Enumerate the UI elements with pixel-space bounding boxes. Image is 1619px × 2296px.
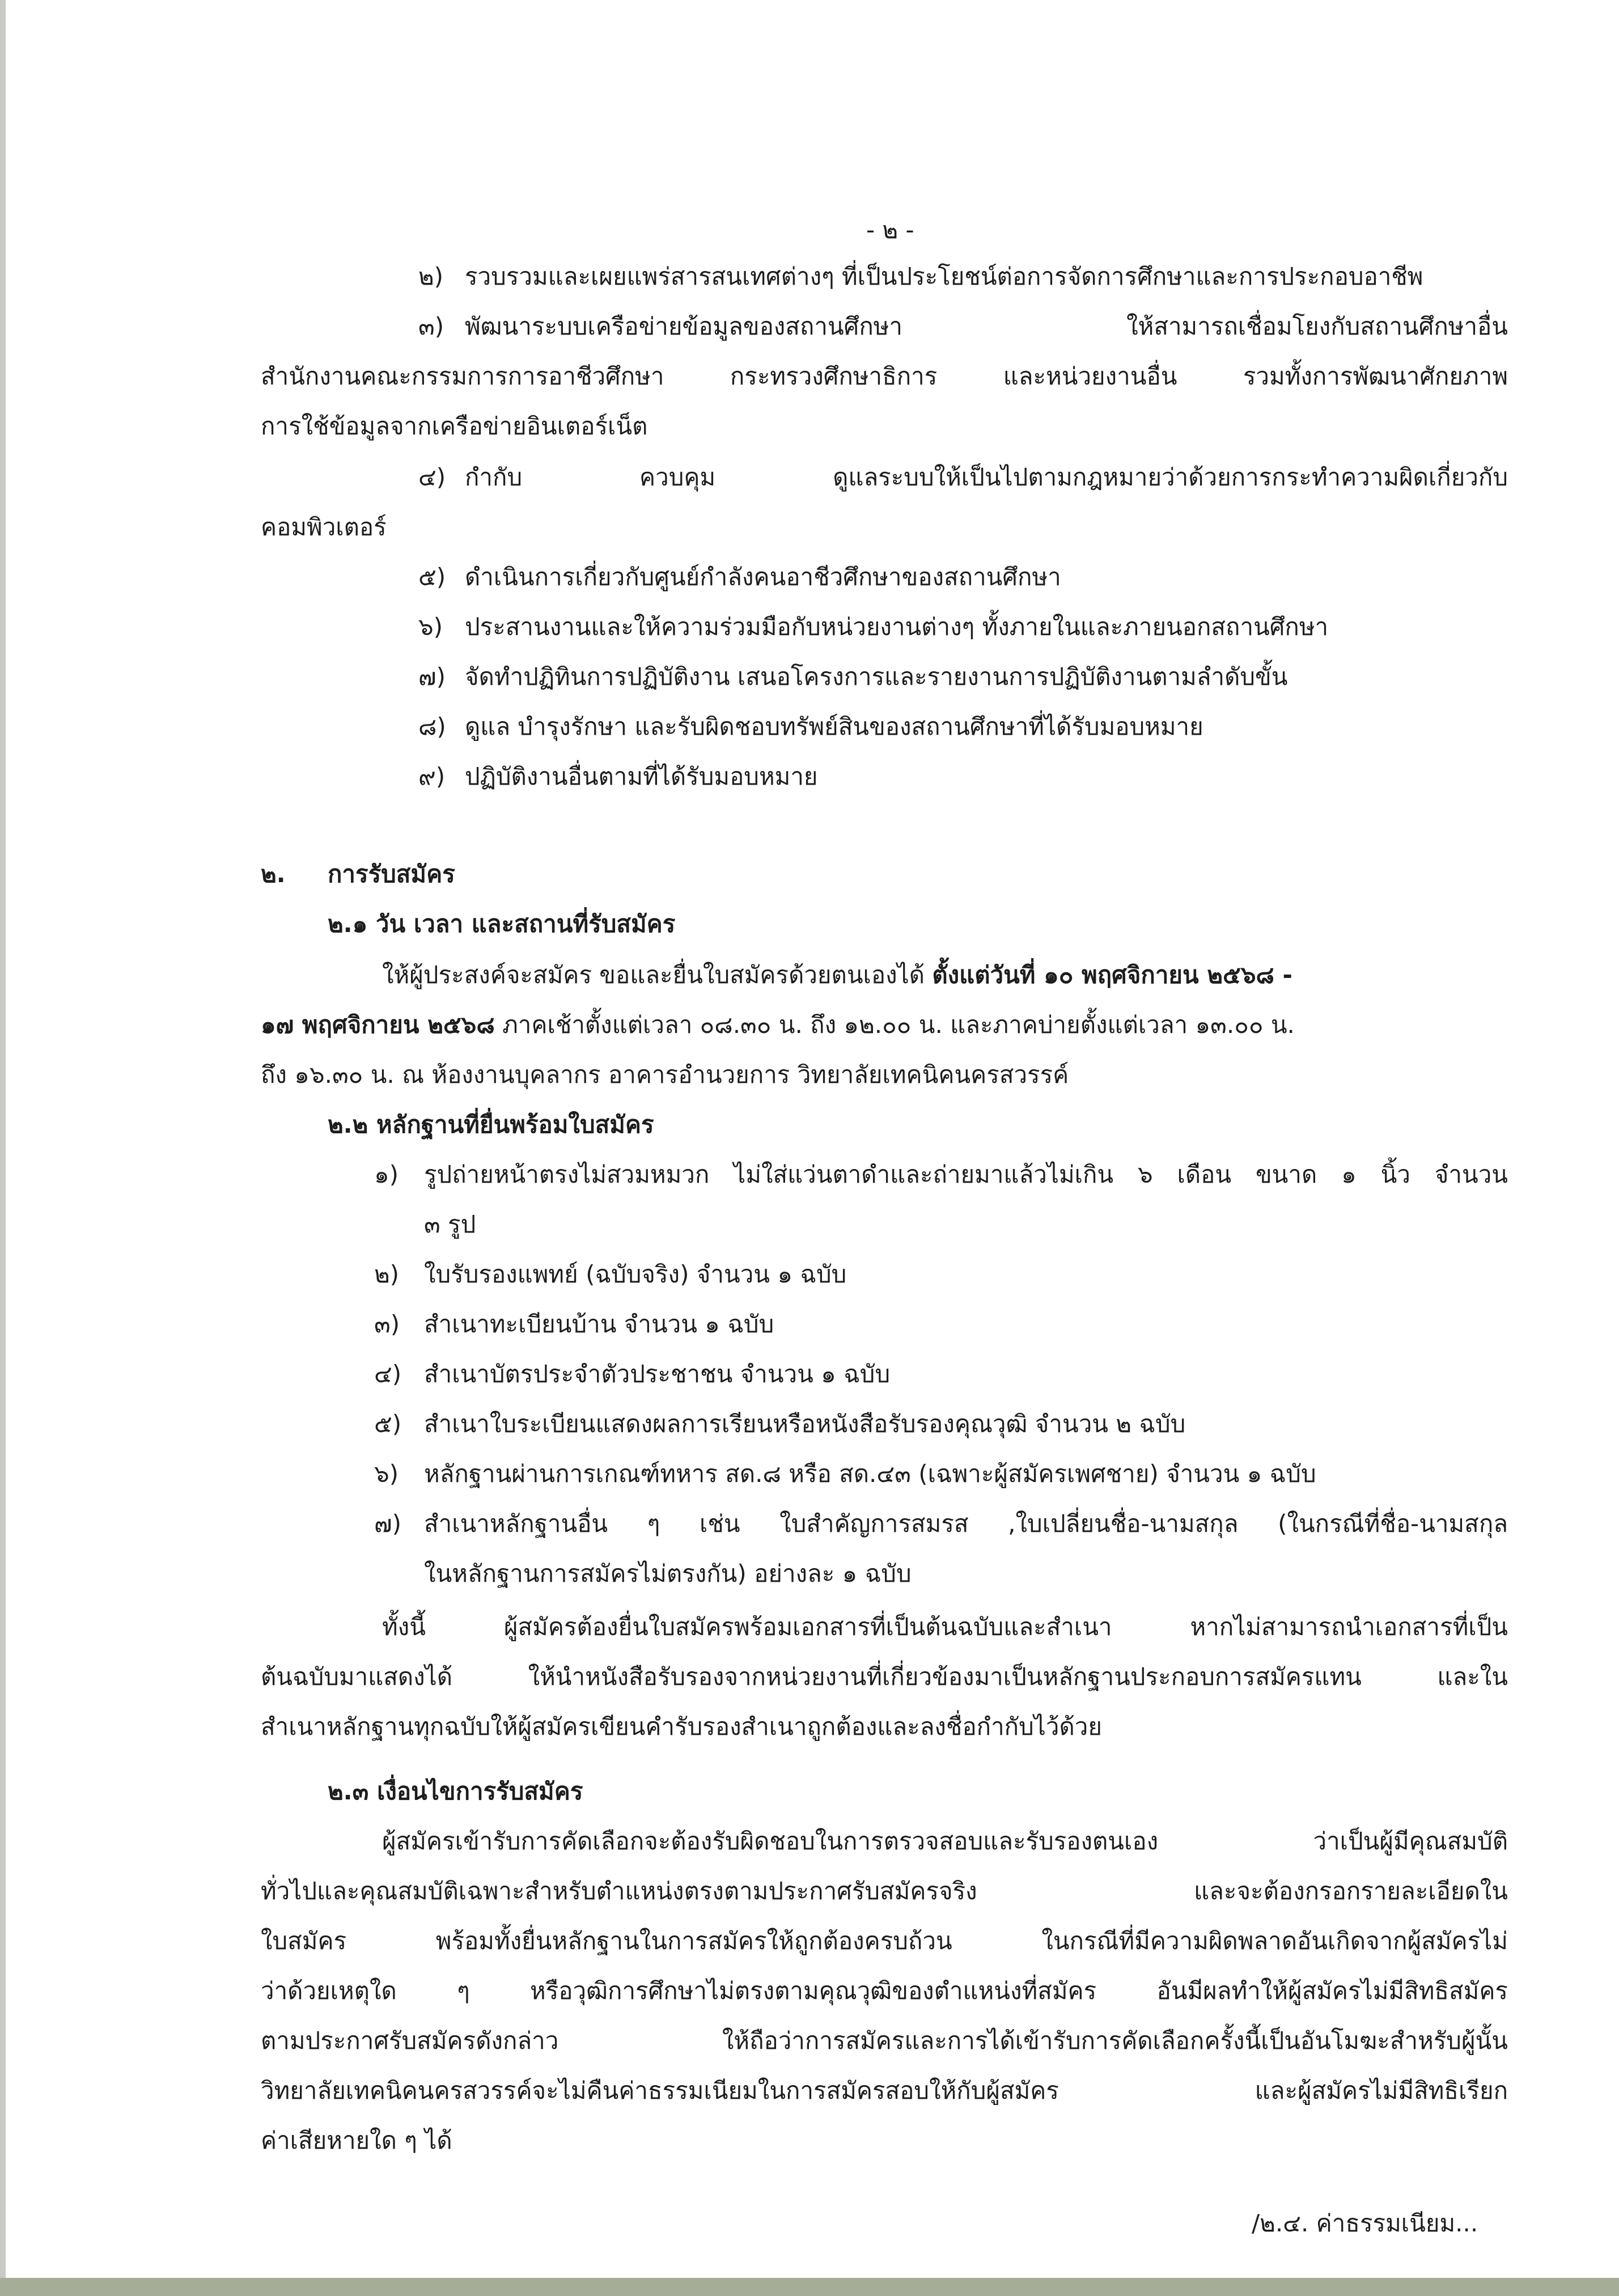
- duty-number: ๘): [418, 713, 446, 740]
- date-range-bold: ตั้งแต่วันที่ ๑๐ พฤศจิกายน ๒๕๖๘ -: [932, 961, 1292, 989]
- evidence-text: รูปถ่ายหน้าตรงไม่สวมหมวก ไม่ใส่แว่นตาดำและถ่ายมาแล้วไม่เกิน ๖ เดือน ขนาด ๑ นิ้ว จำนวน: [424, 1160, 1508, 1188]
- duty-number: ๙): [418, 762, 446, 790]
- duty-number: ๒): [418, 262, 444, 290]
- evidence-text: สำเนาใบระเบียนแสดงผลการเรียนหรือหนังสือรับรองคุณวุฒิ จำนวน ๒ ฉบับ: [424, 1410, 1186, 1438]
- date-range-bold: ๑๗ พฤศจิกายน ๒๕๖๘: [261, 1011, 495, 1039]
- subsection-title: ๒.๒ หลักฐานที่ยื่นพร้อมใบสมัคร: [328, 1111, 654, 1138]
- paragraph-text: ให้ผู้ประสงค์จะสมัคร ขอและยื่นใบสมัครด้วยตนเองได้: [382, 961, 933, 989]
- page-number: - ๒ -: [866, 216, 914, 244]
- condition-line: ตามประกาศรับสมัครดังกล่าว ให้ถือว่าการสมัครและการได้เข้ารับการคัดเลือกครั้งนี้เป็นอันโมฆะสำหรับผู้นั้น: [261, 2027, 1508, 2054]
- duty-text: ดำเนินการเกี่ยวกับศูนย์กำลังคนอาชีวศึกษาของสถานศึกษา: [465, 563, 1061, 591]
- subsection-title: ๒.๑ วัน เวลา และสถานที่รับสมัคร: [328, 910, 676, 938]
- scan-bottom-edge: [0, 2278, 1619, 2296]
- note-line: ทั้งนี้ ผู้สมัครต้องยื่นใบสมัครพร้อมเอกสารที่เป็นต้นฉบับและสำเนา หากไม่สามารถนำเอกสารที่เป็น: [382, 1613, 1508, 1641]
- paragraph-line: [382, 958, 1508, 992]
- evidence-number: ๑): [374, 1160, 399, 1188]
- evidence-text: สำเนาทะเบียนบ้าน จำนวน ๑ ฉบับ: [424, 1310, 774, 1338]
- section-title: การรับสมัคร: [328, 860, 455, 888]
- paragraph-text: ภาคเช้าตั้งแต่เวลา ๐๘.๓๐ น. ถึง ๑๒.๐๐ น. และภาคบ่ายตั้งแต่เวลา ๑๓.๐๐ น.: [494, 1011, 1295, 1039]
- duty-text-cont: คอมพิวเตอร์: [261, 513, 387, 541]
- duty-text: กำกับ ควบคุม ดูแลระบบให้เป็นไปตามกฎหมายว่าด้วยการกระทำความผิดเกี่ยวกับ: [465, 463, 1508, 491]
- duty-number: ๔): [418, 463, 446, 491]
- duty-text: ประสานงานและให้ความร่วมมือกับหน่วยงานต่างๆ ทั้งภายในและภายนอกสถานศึกษา: [465, 613, 1329, 641]
- duty-number: ๖): [418, 613, 443, 641]
- evidence-number: ๓): [374, 1310, 400, 1338]
- evidence-text-cont: ในหลักฐานการสมัครไม่ตรงกัน) อย่างละ ๑ ฉบับ: [424, 1560, 912, 1587]
- condition-line: ทั่วไปและคุณสมบัติเฉพาะสำหรับตำแหน่งตรงตามประกาศรับสมัครจริง และจะต้องกรอกรายละเอียดใน: [261, 1877, 1508, 1905]
- duty-number: ๓): [418, 312, 444, 340]
- duty-text: พัฒนาระบบเครือข่ายข้อมูลของสถานศึกษา ให้สามารถเชื่อมโยงกับสถานศึกษาอื่น: [465, 312, 1508, 340]
- evidence-number: ๗): [374, 1510, 401, 1537]
- subsection-title: ๒.๓ เงื่อนไขการรับสมัคร: [328, 1777, 583, 1805]
- duty-text: รวบรวมและเผยแพร่สารสนเทศต่างๆ ที่เป็นประโยชน์ต่อการจัดการศึกษาและการประกอบอาชีพ: [465, 262, 1423, 290]
- duty-text: จัดทำปฏิทินการปฏิบัติงาน เสนอโครงการและรายงานการปฏิบัติงานตามลำดับขั้น: [465, 663, 1288, 691]
- duty-number: ๗): [418, 663, 446, 691]
- duty-text: ดูแล บำรุงรักษา และรับผิดชอบทรัพย์สินของสถานศึกษาที่ได้รับมอบหมาย: [465, 713, 1203, 740]
- note-line: สำเนาหลักฐานทุกฉบับให้ผู้สมัครเขียนคำรับรองสำเนาถูกต้องและลงชื่อกำกับไว้ด้วย: [261, 1713, 1102, 1740]
- duty-number: ๕): [418, 563, 446, 591]
- scan-left-edge: [0, 0, 6, 2296]
- duty-text: ปฏิบัติงานอื่นตามที่ได้รับมอบหมาย: [465, 762, 818, 790]
- condition-line: ใบสมัคร พร้อมทั้งยื่นหลักฐานในการสมัครให้ถูกต้องครบถ้วน ในกรณีที่มีความผิดพลาดอันเกิดจากผู้สมัครไม่: [261, 1927, 1508, 1955]
- paragraph-line: ถึง ๑๖.๓๐ น. ณ ห้องงานบุคลากร อาคารอำนวยการ วิทยาลัยเทคนิคนครสวรรค์: [261, 1061, 1069, 1088]
- evidence-number: ๒): [374, 1260, 400, 1288]
- evidence-text-cont: ๓ รูป: [424, 1210, 476, 1238]
- evidence-number: ๔): [374, 1360, 402, 1388]
- condition-line: ว่าด้วยเหตุใด ๆ หรือวุฒิการศึกษาไม่ตรงตามคุณวุฒิของตำแหน่งที่สมัคร อันมีผลทำให้ผู้สมัครไม่มีสิทธิสมัคร: [261, 1977, 1508, 2005]
- condition-line: วิทยาลัยเทคนิคนครสวรรค์จะไม่คืนค่าธรรมเนียมในการสมัครสอบให้กับผู้สมัคร และผู้สมัครไม่มีสิทธิเรียก: [261, 2077, 1508, 2104]
- evidence-text: สำเนาบัตรประจำตัวประชาชน จำนวน ๑ ฉบับ: [424, 1360, 891, 1388]
- condition-line: ค่าเสียหายใด ๆ ได้: [261, 2126, 452, 2154]
- paragraph-line: [261, 1008, 1295, 1042]
- condition-line: ผู้สมัครเข้ารับการคัดเลือกจะต้องรับผิดชอบในการตรวจสอบและรับรองตนเอง ว่าเป็นผู้มีคุณสมบัติ: [382, 1827, 1508, 1855]
- section-number: ๒.: [261, 860, 286, 888]
- evidence-number: ๖): [374, 1460, 399, 1488]
- duty-text-cont: สำนักงานคณะกรรมการการอาชีวศึกษา กระทรวงศึกษาธิการ และหน่วยงานอื่น รวมทั้งการพัฒนาศักยภาพ: [261, 362, 1508, 390]
- next-page-reference: /๒.๔. ค่าธรรมเนียม...: [1252, 2209, 1478, 2237]
- evidence-text: หลักฐานผ่านการเกณฑ์ทหาร สด.๘ หรือ สด.๔๓ (เฉพาะผู้สมัครเพศชาย) จำนวน ๑ ฉบับ: [424, 1460, 1316, 1488]
- duty-text-cont: การใช้ข้อมูลจากเครือข่ายอินเตอร์เน็ต: [261, 412, 648, 440]
- evidence-text: ใบรับรองแพทย์ (ฉบับจริง) จำนวน ๑ ฉบับ: [424, 1260, 847, 1288]
- evidence-number: ๕): [374, 1410, 402, 1438]
- evidence-text: สำเนาหลักฐานอื่น ๆ เช่น ใบสำคัญการสมรส ,ใบเปลี่ยนชื่อ-นามสกุล (ในกรณีที่ชื่อ-นามสกุล: [424, 1510, 1508, 1537]
- note-line: ต้นฉบับมาแสดงได้ ให้นำหนังสือรับรองจากหน่วยงานที่เกี่ยวข้องมาเป็นหลักฐานประกอบการสมัครแทน และใน: [261, 1663, 1508, 1691]
